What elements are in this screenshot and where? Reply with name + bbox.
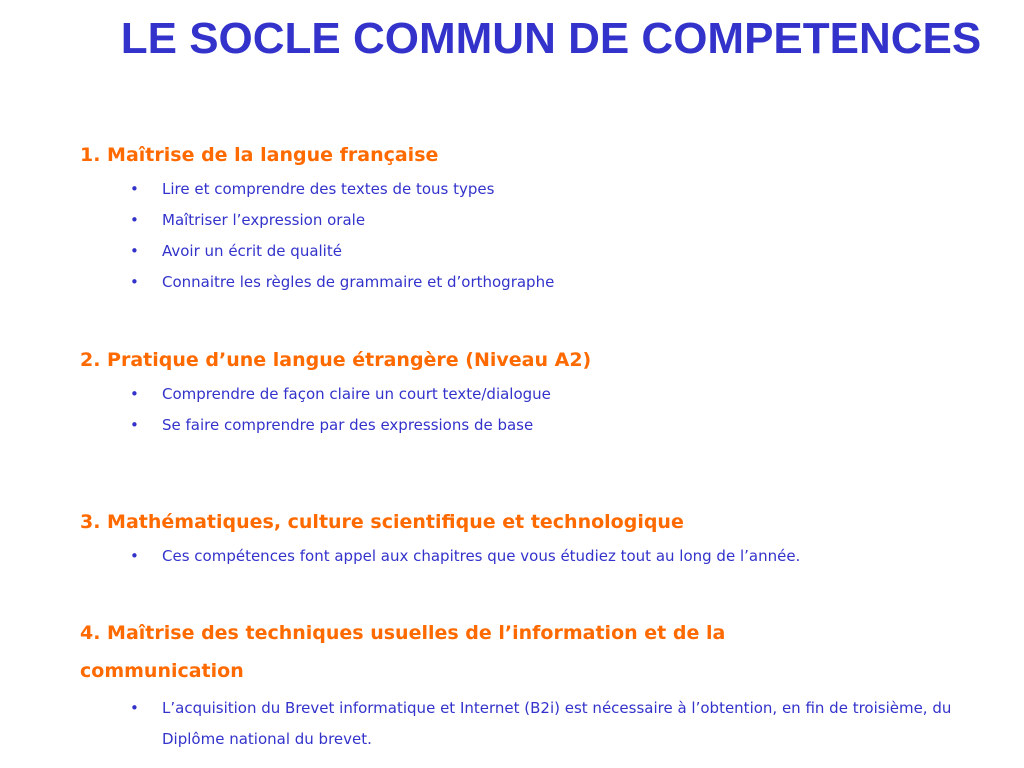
bullet-icon: • xyxy=(130,242,139,260)
bullet-icon: • xyxy=(130,385,139,403)
list-item-text: Lire et comprendre des textes de tous types xyxy=(162,180,495,198)
list-item-text: Connaitre les règles de grammaire et d’orthographe xyxy=(162,273,555,291)
list-item xyxy=(130,205,960,236)
list-item-text: Maîtriser l’expression orale xyxy=(162,211,366,229)
section-heading-langue-francaise: 1. Maîtrise de la langue française xyxy=(80,144,439,166)
section-list-langue-francaise xyxy=(130,174,960,298)
list-item-text: Comprendre de façon claire un court texte/dialogue xyxy=(162,385,551,403)
bullet-icon: • xyxy=(130,547,139,565)
bullet-icon: • xyxy=(130,273,139,291)
bullet-icon: • xyxy=(130,211,139,229)
section-heading-information-communication: 4. Maîtrise des techniques usuelles de l’information et de la communication xyxy=(80,622,726,682)
bullet-icon: • xyxy=(130,699,139,717)
slide-title: LE SOCLE COMMUN DE COMPETENCES xyxy=(120,14,982,63)
list-item xyxy=(130,693,960,755)
list-item xyxy=(130,379,960,410)
section-list-information-communication xyxy=(130,693,960,755)
list-item xyxy=(130,267,960,298)
bullet-icon: • xyxy=(130,416,139,434)
list-item-text: Se faire comprendre par des expressions de base xyxy=(162,416,534,434)
section-list-langue-etrangere xyxy=(130,379,960,441)
section-list-mathematiques xyxy=(130,541,960,572)
list-item xyxy=(130,410,960,441)
list-item xyxy=(130,541,960,572)
list-item xyxy=(130,236,960,267)
list-item-text: Ces compétences font appel aux chapitres que vous étudiez tout au long de l’année. xyxy=(162,547,801,565)
list-item-text: L’acquisition du Brevet informatique et Internet (B2i) est nécessaire à l’obtention, en fin de troisième, du Diplôme national du brevet. xyxy=(162,699,952,748)
bullet-icon: • xyxy=(130,180,139,198)
section-heading-mathematiques: 3. Mathématiques, culture scientifique et technologique xyxy=(80,511,684,533)
list-item-text: Avoir un écrit de qualité xyxy=(162,242,342,260)
section-heading-langue-etrangere: 2. Pratique d’une langue étrangère (Niveau A2) xyxy=(80,349,592,371)
list-item xyxy=(130,174,960,205)
